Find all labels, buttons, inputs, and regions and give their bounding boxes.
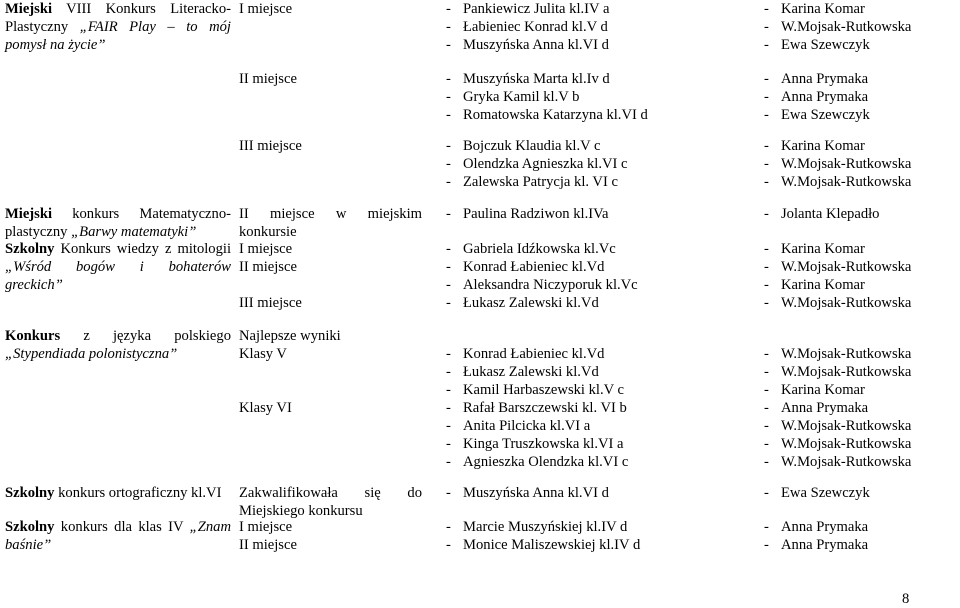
teachers-list [764,70,954,124]
teachers-list [764,137,954,191]
list-item: - Karina Komar [764,241,865,257]
list-item: - Muszyńska Anna kl.VI d [446,485,609,501]
place-label: Zakwalifikowała się do Miejskiego konkursu [239,485,422,519]
list-item: - W.Mojsak-Rutkowska [764,418,912,434]
list-item: - Ewa Szewczyk [764,485,870,501]
list-item: - Łukasz Zalewski kl.Vd [446,295,599,311]
place-label: II miejsce [239,71,297,87]
students-list [446,205,746,223]
students-list [446,345,746,471]
list-item: - Anna Prymaka [764,519,869,535]
list-item: - Rafał Barszczewski kl. VI b [446,400,627,416]
list-item: - Ewa Szewczyk [764,107,870,123]
competition-level: Miejski [5,206,53,222]
list-item: - Karina Komar [764,277,865,293]
students-list [446,0,746,54]
teachers-list [764,484,954,502]
list-item: - Konrad Łabieniec kl.Vd [446,346,605,362]
list-item: - W.Mojsak-Rutkowska [764,156,912,172]
list-item: - Aleksandra Niczyporuk kl.Vc [446,277,638,293]
place-label: II miejsce w miejskim konkursie [239,206,422,240]
students-list [446,518,746,554]
competition-name: Szkolny konkurs ortograficzny kl.VI [5,485,222,501]
teachers-list [764,518,954,554]
students-list [446,70,746,124]
competition-level: Miejski [5,1,53,17]
page-number: 8 [902,591,910,607]
students-list [446,240,746,312]
students-list [446,137,746,191]
list-item: - Karina Komar [764,1,865,17]
list-item: - W.Mojsak-Rutkowska [764,295,912,311]
list-item: - Monice Maliszewskiej kl.IV d [446,537,641,553]
place-labels: Najlepsze wyniki Klasy V Klasy VI [239,328,341,416]
list-item: - Karina Komar [764,138,865,154]
list-item: - W.Mojsak-Rutkowska [764,364,912,380]
list-item: - Bojczuk Klaudia kl.V c [446,138,601,154]
list-item: - W.Mojsak-Rutkowska [764,346,912,362]
competition-level: Szkolny [5,519,55,535]
list-item: - Muszyńska Anna kl.VI d [446,37,609,53]
list-item: - Paulina Radziwon kl.IVa [446,206,609,222]
competition-name: Miejski VIII Konkurs Literacko- Plastyczny „FAIR Play – to mój pomysł na życie” [5,1,231,53]
list-item: - Pankiewicz Julita kl.IV a [446,1,610,17]
list-item: - Agnieszka Olendzka kl.VI c [446,454,629,470]
competition-name: Miejski konkurs Matematyczno- plastyczny „Barwy matematyki” [5,206,231,240]
list-item: - Karina Komar [764,382,865,398]
place-label: III miejsce [239,138,302,154]
list-item: - Anna Prymaka [764,89,869,105]
competition-name: Konkurs z języka polskiego „Stypendiada polonistyczna” [5,328,231,362]
list-item: - W.Mojsak-Rutkowska [764,19,912,35]
list-item: - W.Mojsak-Rutkowska [764,454,912,470]
competition-name: Szkolny Konkurs wiedzy z mitologii „Wśród bogów i bohaterów greckich” [5,241,231,293]
place-label: I miejsce [239,1,293,17]
list-item: - W.Mojsak-Rutkowska [764,259,912,275]
competition-level: Konkurs [5,328,61,344]
list-item: - W.Mojsak-Rutkowska [764,174,912,190]
students-list [446,484,746,502]
competition-level: Szkolny [5,241,55,257]
place-labels: I miejsce II miejsce III miejsce [239,241,302,311]
list-item: - Gabriela Idźkowska kl.Vc [446,241,616,257]
list-item: - Łukasz Zalewski kl.Vd [446,364,599,380]
list-item: - W.Mojsak-Rutkowska [764,436,912,452]
list-item: - Olendzka Agnieszka kl.VI c [446,156,628,172]
list-item: - Romatowska Katarzyna kl.VI d [446,107,648,123]
list-item: - Anna Prymaka [764,400,869,416]
list-item: - Zalewska Patrycja kl. VI c [446,174,618,190]
place-labels: I miejsce II miejsce [239,519,297,553]
list-item: - Marcie Muszyńskiej kl.IV d [446,519,628,535]
teachers-list [764,0,954,54]
competition-level: Szkolny [5,485,55,501]
list-item: - Gryka Kamil kl.V b [446,89,580,105]
list-item: - Kinga Truszkowska kl.VI a [446,436,624,452]
teachers-list [764,205,954,223]
competition-name: Szkolny konkurs dla klas IV „Znam baśnie” [5,519,231,553]
list-item: - Konrad Łabieniec kl.Vd [446,259,605,275]
list-item: - Anita Pilcicka kl.VI a [446,418,591,434]
list-item: - Anna Prymaka [764,537,869,553]
list-item: - Muszyńska Marta kl.Iv d [446,71,610,87]
list-item: - Kamil Harbaszewski kl.V c [446,382,625,398]
list-item: - Ewa Szewczyk [764,37,870,53]
list-item: - Jolanta Klepadło [764,206,880,222]
list-item: - Łabieniec Konrad kl.V d [446,19,608,35]
teachers-list [764,345,954,471]
list-item: - Anna Prymaka [764,71,869,87]
teachers-list [764,240,954,312]
